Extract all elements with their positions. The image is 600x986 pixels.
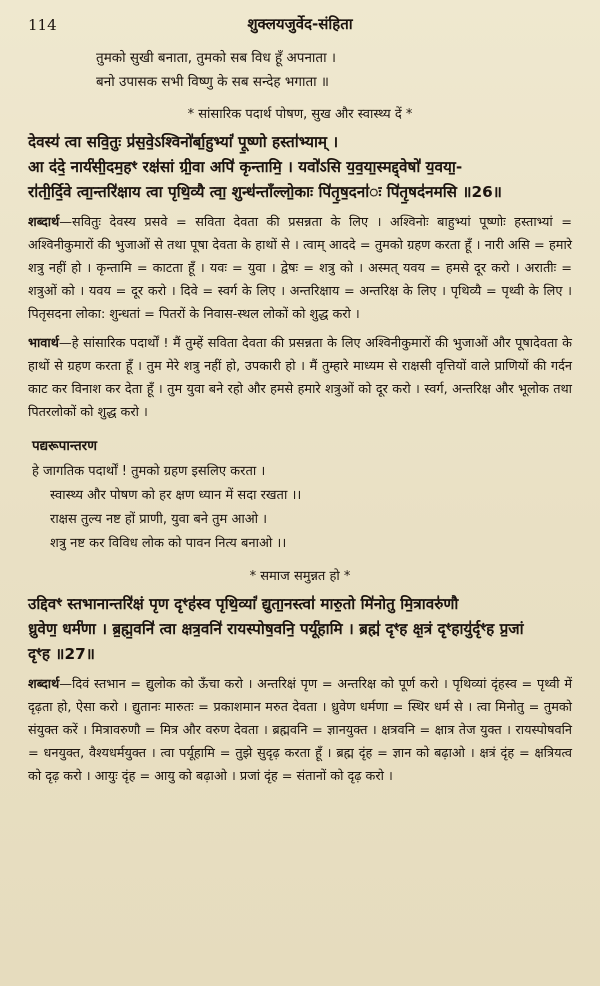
opening-verse — [96, 46, 572, 94]
word-meaning-label: शब्दार्थ — [28, 215, 60, 230]
section-heading: * सांसारिक पदार्थ पोषण, सुख और स्वास्थ्य दें * — [187, 107, 413, 122]
sanskrit-mantra — [28, 592, 572, 667]
page-number: 114 — [28, 16, 57, 34]
mantra-line: देवस्य॑ त्वा सवि॒तुः प्र॑स॒वे॒ऽश्विनो॑र्बा॒हुभ्यां॑ पू॒ष्णो हस्ता॑भ्याम् । — [28, 133, 339, 151]
mantra-line: रा॑ती॒र्दि॒वे त्वा॒न्तरि॑क्षाय त्वा पृथि॒व्यै त्वा॒ शुन्ध॑न्ताँल्लो॒काः पि॑तृ॒ष॒दना॑ः पि॑तृ॒षद॑नमसि ॥26॥ — [28, 183, 502, 201]
word-meaning-text: —सवितुः देवस्य प्रसवे = सविता देवता की प्रसन्नता के लिए । अश्विनोः बाहुभ्यां पूष्णोः हस्ताभ्यां = अश्विनीकुमारों की भुजाओं से तथा पूषा देवता के हाथों से । त्वाम् आददे = तुमको ग्रहण करता हूँ । नारी असि = हमारे शत्रु नहीं हो । कृन्तामि = काटता हूँ । यवः = युवा । द्वेषः = शत्रु को । अस्मत् यवय = हमसे दूर करो । अरातीः = शत्रुओं को । यवय = दूर करो । दिवे = स्वर्ग के लिए । अन्तरिक्षाय = अन्तरिक्ष के लिए । पृथिव्यै = पृथ्वी के लिए । पितृसदना लोका: शुन्धतां = पितरों के निवास-स्थल लोकों को शुद्ध करो । — [28, 215, 572, 322]
gist-text: —हे सांसारिक पदार्थों ! मैं तुम्हें सविता देवता की प्रसन्नता के लिए अश्विनीकुमारों की भुजाओं और पूषादेवता के हाथों से ग्रहण करता हूँ । तुम मेरे शत्रु नहीं हो, उपकारी हो । मैं तुम्हारे माध्यम से राक्षसी वृत्तियों वाले प्राणियों की गर्दन काट कर विनाश कर देता हूँ । तुम युवा बने रहो और हमसे हमारे शत्रुओं को दूर करो । स्वर्ग, अन्तरिक्ष और भूलोक तथा पितरलोकों को शुद्ध करो । — [28, 336, 572, 420]
mantra-line: उद्दिवꣳ स्तभानान्तरि॑क्षं पृण दृꣳह॑स्व पृथि॒व्यां॑ द्युता॒नस्त्वा॑ मारु॒तो मि॑नोतु मि॒त्रावरु॑णौ — [28, 595, 459, 613]
poem-line: स्वास्थ्य और पोषण को हर क्षण ध्यान में सदा रखता ।। — [50, 488, 302, 503]
word-meaning-text: —दिवं स्तभान = द्युलोक को ऊँचा करो । अन्तरिक्षं पृण = अन्तरिक्ष को पूर्ण करो । पृथिव्यां दृंहस्व = पृथ्वी में दृढ़ता हो, ऐसा करो । द्युतानः मारुतः = प्रकाशमान मरुत देवता । ध्रुवेण धर्मणा = स्थिर धर्म से । त्वा मिनोतु = तुमको संयुक्त करें । मित्रावरुणौ = मित्र और वरुण देवता । ब्रह्मवनि = ज्ञानयुक्त । क्षत्रवनि = क्षात्र तेज युक्त । रायस्पोषवनि = धनयुक्त, वैश्यधर्मयुक्त । त्वा पर्यूहामि = तुझे सुदृढ़ करता हूँ । ब्रह्म दृंह = ज्ञान को बढ़ाओ । क्षत्रं दृंह = क्षत्रियत्व को दृढ़ करो । आयुः दृंह = आयु को बढ़ाओ । प्रजां दृंह = संतानों को दृढ़ करो । — [28, 677, 572, 784]
mantra-line: दृꣳह ॥27॥ — [28, 645, 95, 663]
running-title: शुक्लयजुर्वेद-संहिता — [247, 15, 353, 33]
verse-line: तुमको सुखी बनाता, तुमको सब विध हूँ अपनाता । — [96, 50, 337, 66]
poem-line: हे जागतिक पदार्थों ! तुमको ग्रहण इसलिए करता । — [32, 464, 266, 479]
poem-line: राक्षस तुल्य नष्ट हों प्राणी, युवा बने तुम आओ । — [50, 512, 268, 527]
verse-line: बनो उपासक सभी विष्णु के सब सन्देह भगाता ॥ — [96, 74, 330, 90]
word-meaning-paragraph — [28, 211, 572, 326]
mantra-line: ध्रुवेण॒ धर्म॑णा । ब्र॒ह्म॒वनि॑ त्वा क्षत्र॒वनि॑ रायस्पोष॒वनि॒ पर्यू॑हामि । ब्रह्म॑ दृꣳह क्ष॒त्रं दृꣳहायु॑र्दृꣳह प्र॒जां — [28, 620, 524, 638]
section-heading: * समाज समुन्नत हो * — [249, 569, 351, 584]
poem-heading: पद्यरूपान्तरण — [32, 438, 97, 454]
sanskrit-mantra — [28, 130, 572, 205]
page-header — [28, 10, 572, 38]
gist-paragraph — [28, 332, 572, 424]
poem-line: शत्रु नष्ट कर विविध लोक को पावन नित्य बनाओ ।। — [50, 536, 287, 551]
word-meaning-label: शब्दार्थ — [28, 677, 60, 692]
poem-rendition — [32, 460, 572, 556]
word-meaning-paragraph — [28, 673, 572, 788]
mantra-line: आ द॑दे॒ नार्य॑सी॒दम॒हꣳ रक्ष॑सां ग्री॒वा अपि॑ कृन्तामि॒ । यवो॑ऽसि य॒व॒या॒स्मद्द्वेषो॑ य॒वया॒- — [28, 158, 463, 176]
gist-label: भावार्थ — [28, 336, 59, 351]
